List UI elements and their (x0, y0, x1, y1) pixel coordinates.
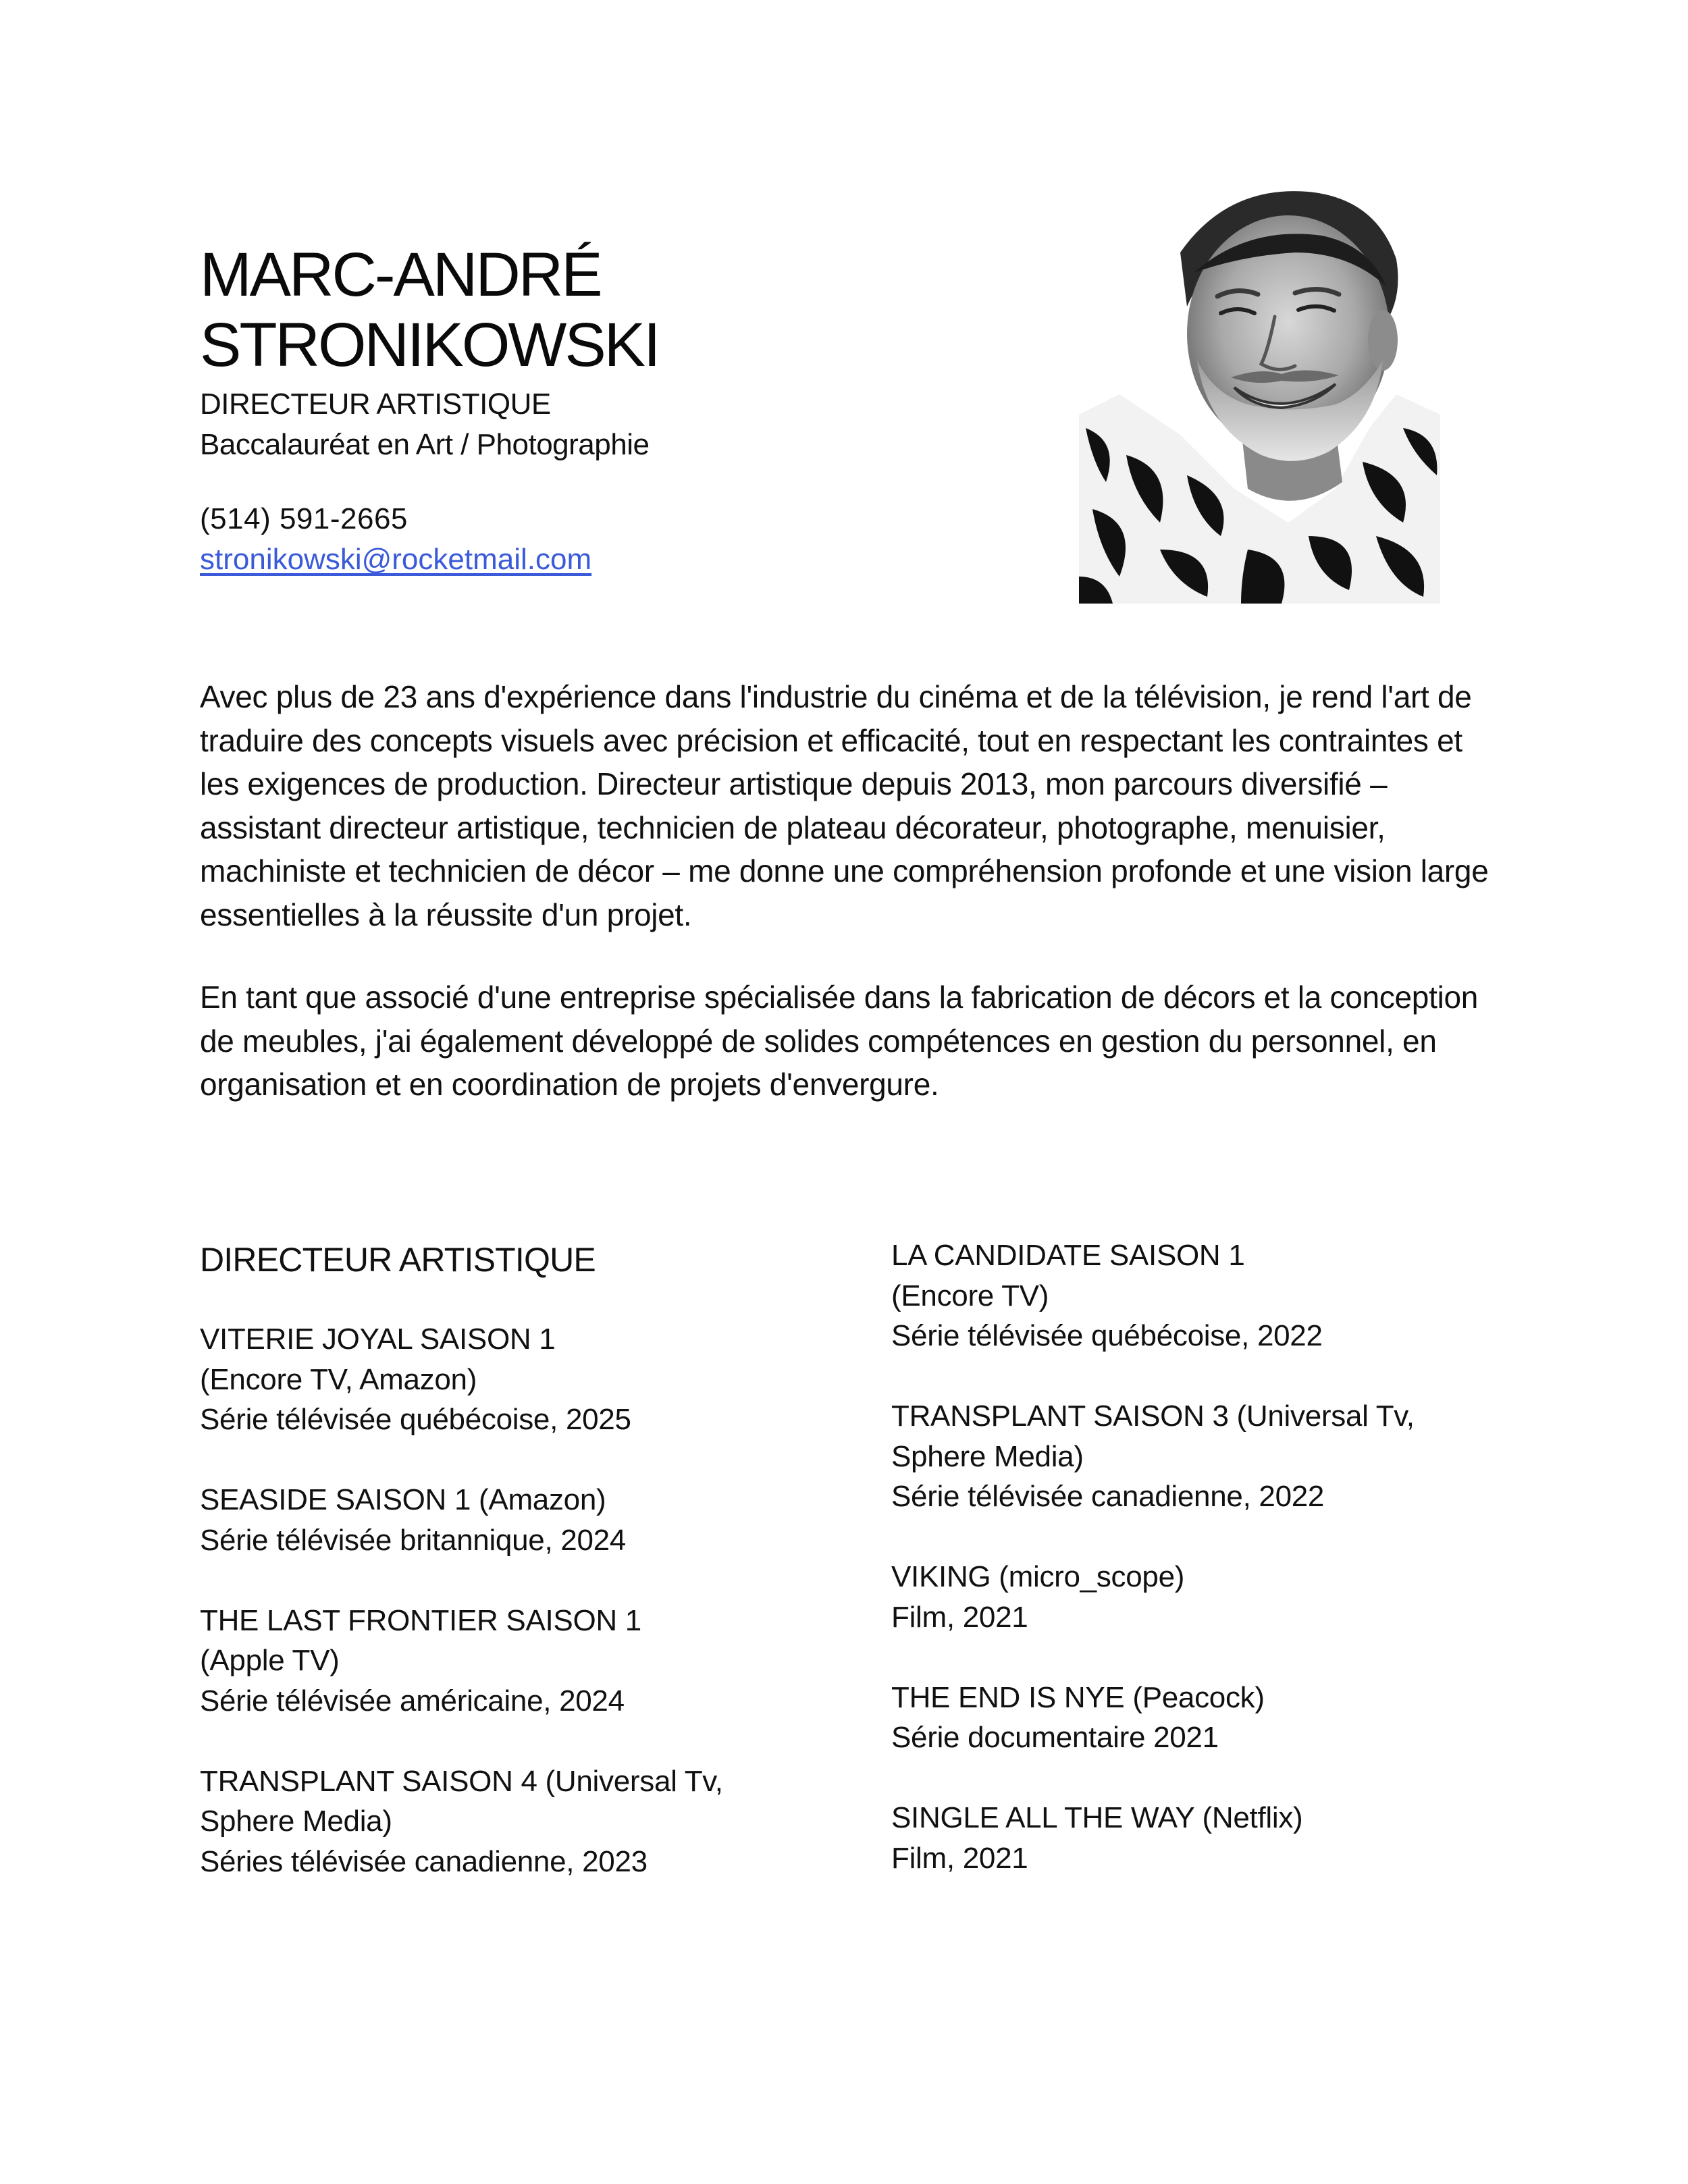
credit-title: VIKING (micro_scope) (891, 1560, 1185, 1593)
portrait-photo (1079, 171, 1440, 604)
credit-title: TRANSPLANT SAISON 3 (Universal Tv, (891, 1400, 1415, 1433)
credit-title: SEASIDE SAISON 1 (Amazon) (200, 1483, 606, 1516)
credits-heading: DIRECTEUR ARTISTIQUE (200, 1241, 596, 1279)
credits-left-column (200, 1239, 875, 1922)
header-block (200, 240, 1044, 580)
credit-network: Sphere Media) (200, 1805, 392, 1838)
credit-item (200, 1601, 875, 1722)
credit-detail: Film, 2021 (891, 1841, 1028, 1875)
credit-detail: Séries télévisée canadienne, 2023 (200, 1844, 648, 1878)
credit-detail: Série télévisée canadienne, 2022 (891, 1480, 1325, 1513)
credit-title: VITERIE JOYAL SAISON 1 (200, 1323, 556, 1356)
credit-item (200, 1319, 875, 1440)
credit-network: (Apple TV) (200, 1644, 340, 1677)
credit-item (891, 1798, 1499, 1878)
credit-item (200, 1761, 875, 1882)
credit-title: LA CANDIDATE SAISON 1 (891, 1239, 1245, 1272)
credit-item (200, 1480, 875, 1560)
credit-item (891, 1678, 1499, 1758)
credit-detail: Série télévisée québécoise, 2022 (891, 1319, 1323, 1352)
job-title: DIRECTEUR ARTISTIQUE (200, 388, 551, 421)
credit-item (891, 1557, 1499, 1637)
name-last-line: STRONIKOWSKI (200, 311, 659, 379)
credit-title: THE END IS NYE (Peacock) (891, 1680, 1265, 1714)
name-first-line: MARC-ANDRÉ (200, 240, 601, 309)
credit-detail: Série télévisée britannique, 2024 (200, 1523, 626, 1557)
credit-network: (Encore TV, Amazon) (200, 1362, 477, 1396)
credit-item (891, 1235, 1499, 1356)
credit-detail: Série télévisée américaine, 2024 (200, 1684, 625, 1717)
intro-section (200, 675, 1496, 1146)
credit-network: (Encore TV) (891, 1279, 1049, 1312)
credit-title: TRANSPLANT SAISON 4 (Universal Tv, (200, 1764, 723, 1798)
credit-item (891, 1396, 1499, 1517)
degree: Baccalauréat en Art / Photographie (200, 428, 650, 461)
email-link[interactable]: stronikowski@rocketmail.com (200, 543, 592, 576)
credit-detail: Série documentaire 2021 (891, 1721, 1219, 1754)
phone-number: (514) 591-2665 (200, 502, 408, 535)
credit-title: THE LAST FRONTIER SAISON 1 (200, 1603, 641, 1637)
credit-title: SINGLE ALL THE WAY (Netflix) (891, 1801, 1303, 1834)
intro-paragraph-1: Avec plus de 23 ans d'expérience dans l'industrie du cinéma et de la télévision, je rend l'art de traduire des concepts visuels avec précision et efficacité, tout en respectant les contraintes et les exigences de production. Directeur artistique depuis 2013, mon parcours diversifié – assistant directeur artistique, technicien de plateau décorateur, photographe, menuisier, machiniste et technicien de décor – me donne une compréhension profonde et une vision large essentielles à la réussite d'un projet. (200, 679, 1489, 932)
credit-detail: Série télévisée québécoise, 2025 (200, 1403, 631, 1436)
credits-right-column (891, 1235, 1499, 1919)
credit-detail: Film, 2021 (891, 1600, 1028, 1634)
intro-paragraph-2: En tant que associé d'une entreprise spécialisée dans la fabrication de décors et la conception de meubles, j'ai également développé de solides compétences en gestion du personnel, en organisation et en coordination de projets d'envergure. (200, 980, 1479, 1102)
credit-network: Sphere Media) (891, 1439, 1084, 1473)
